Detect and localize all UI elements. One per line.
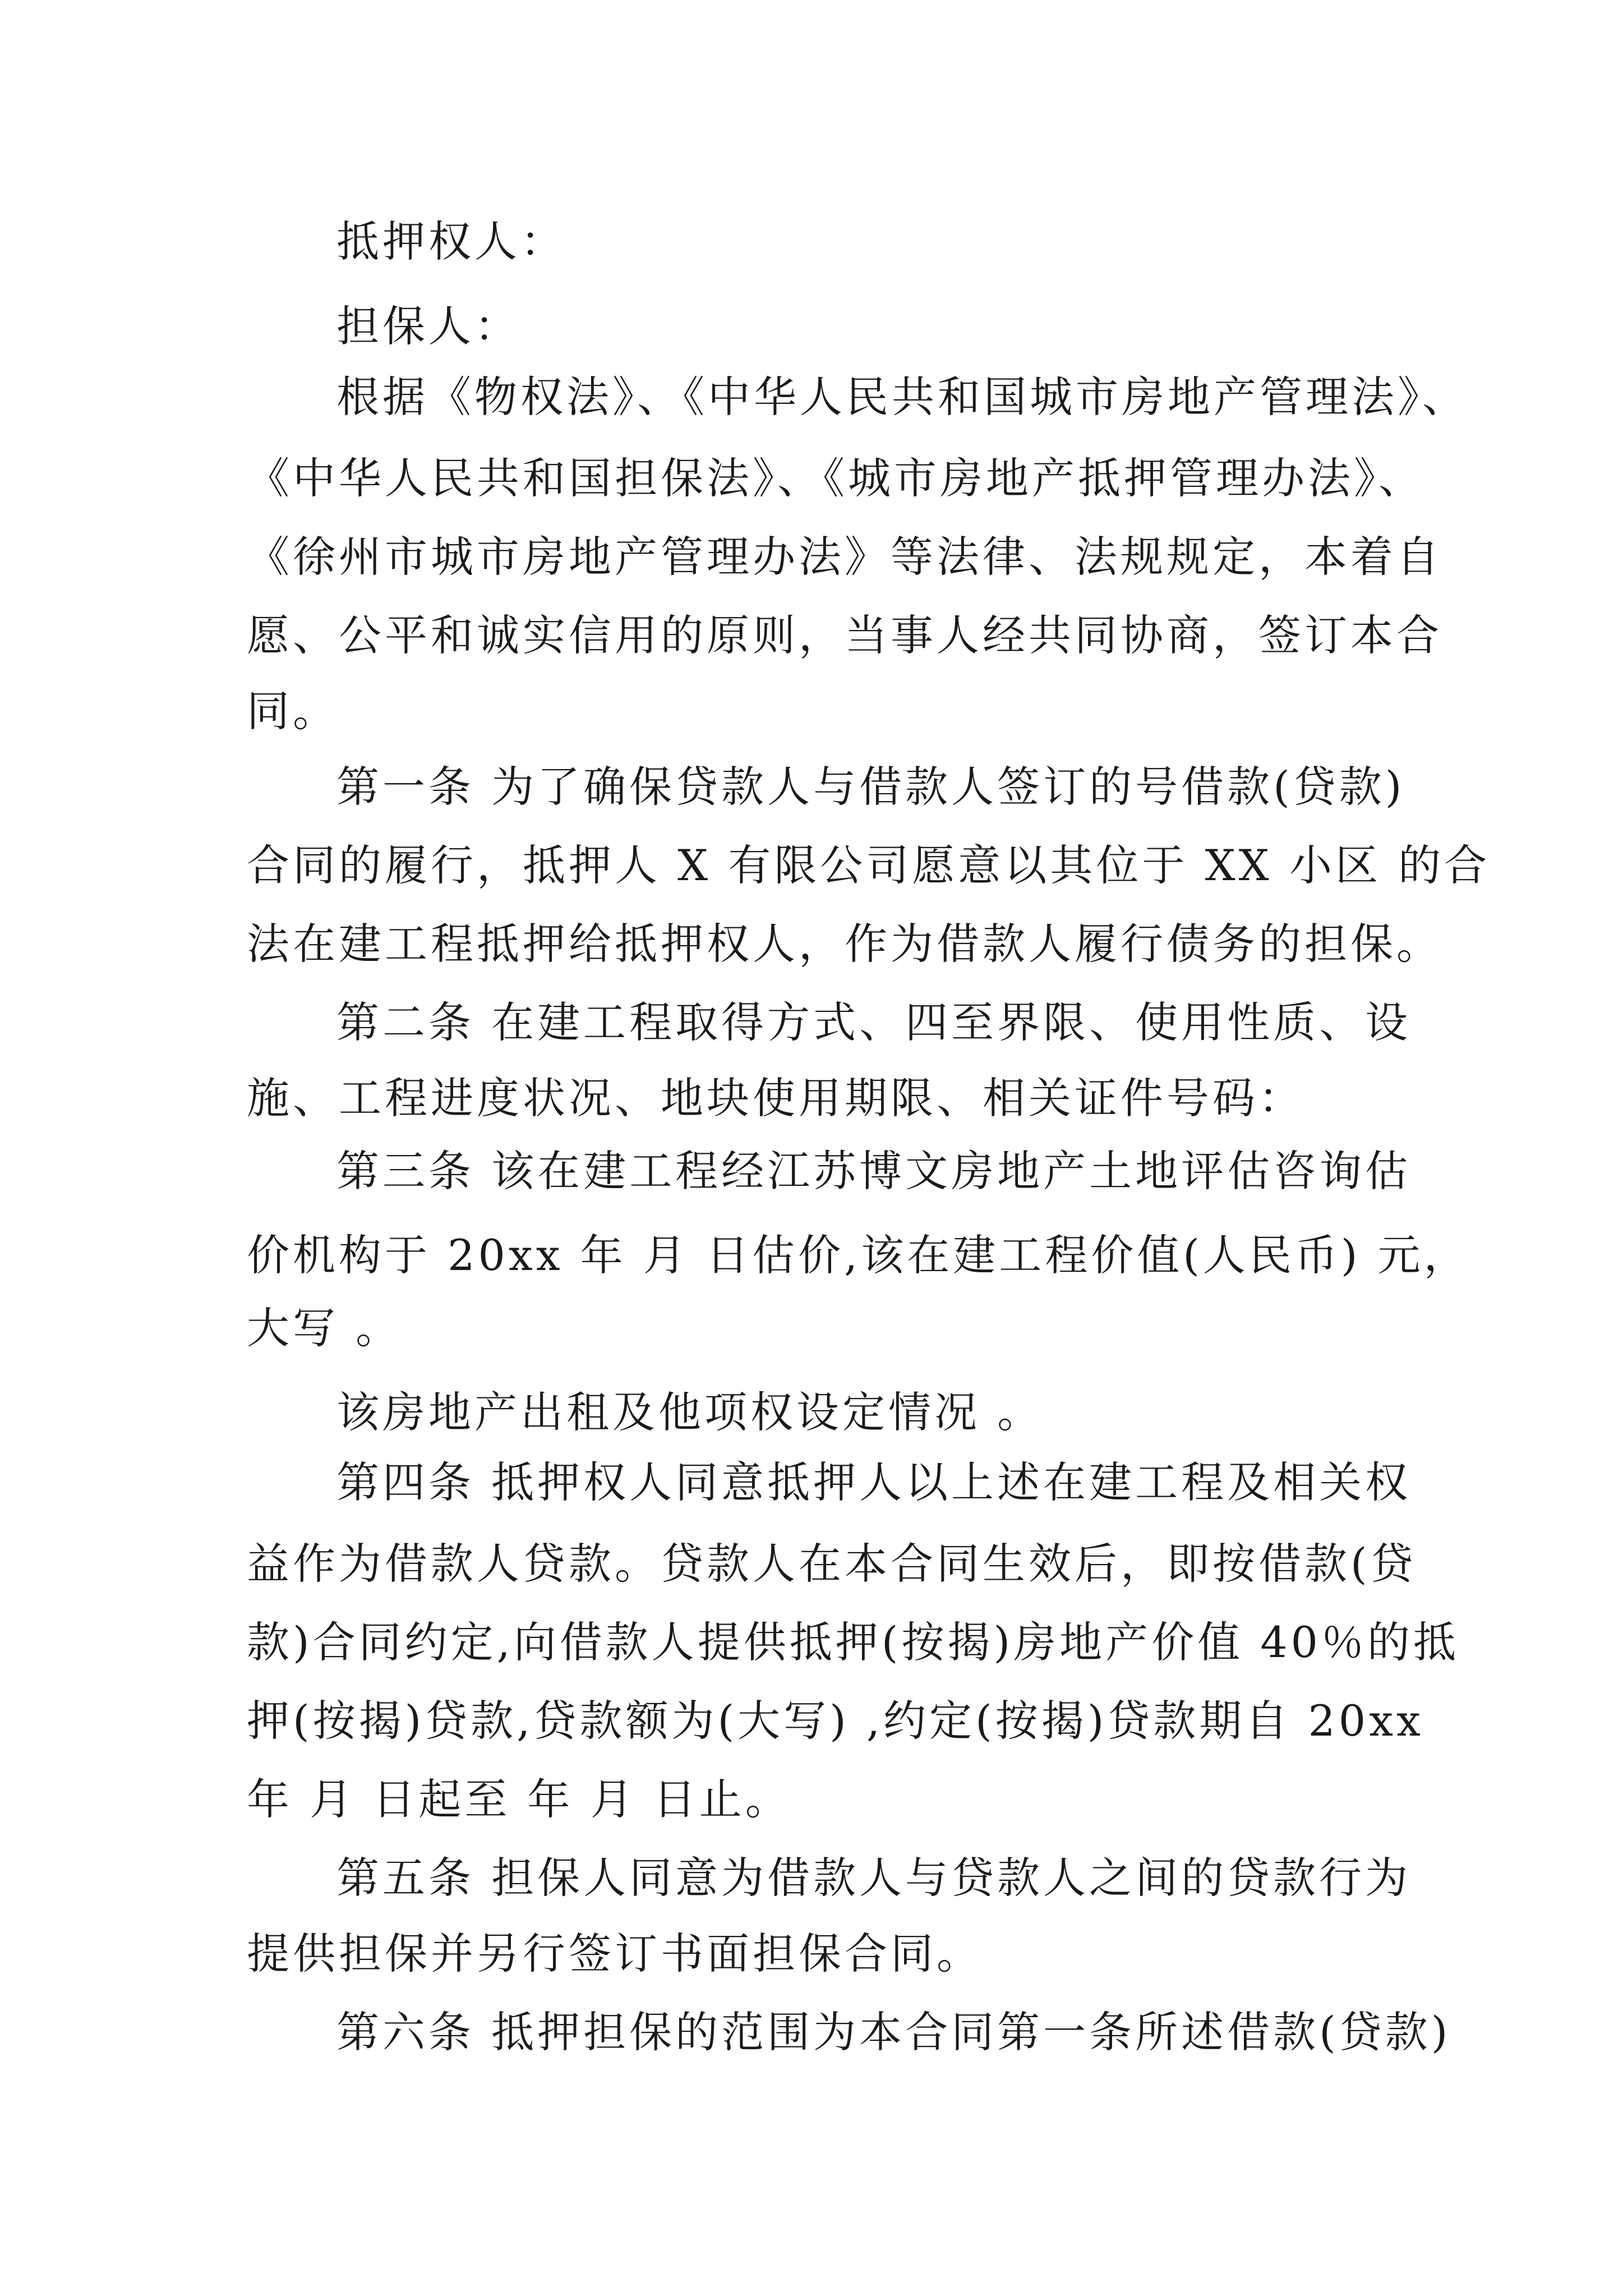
line-article-2-a: 第二条 在建工程取得方式、四至界限、使用性质、设 [336,997,1412,1047]
line-article-3-b: 价机构于 20xx 年 月 日估价,该在建工程价值(人民币) 元， [247,1230,1470,1280]
line-preamble-1: 根据《物权法》、《中华人民共和国城市房地产管理法》、 [336,372,1468,422]
line-article-6-a: 第六条 抵押担保的范围为本合同第一条所述借款(贷款) [336,2007,1451,2057]
line-article-4-b: 益作为借款人贷款。贷款人在本合同生效后，即按借款(贷 [247,1539,1417,1589]
line-article-5-b: 提供担保并另行签订书面担保合同。 [247,1929,983,1978]
line-preamble-3: 《徐州市城市房地产管理办法》等法律、法规规定，本着自 [247,532,1442,582]
line-preamble-4: 愿、公平和诚实信用的原则，当事人经共同协商，签订本合 [247,610,1442,660]
line-lease-status: 该房地产出租及他项权设定情况 。 [336,1387,1044,1437]
line-article-5-a: 第五条 担保人同意为借款人与贷款人之间的贷款行为 [336,1853,1412,1903]
line-preamble-2: 《中华人民共和国担保法》、《城市房地产抵押管理办法》、 [247,453,1424,503]
line-article-4-a: 第四条 抵押权人同意抵押人以上述在建工程及相关权 [336,1457,1412,1507]
line-article-3-a: 第三条 该在建工程经江苏博文房地产土地评估咨询估 [336,1146,1412,1196]
line-preamble-5: 同。 [247,686,339,736]
line-article-1-a: 第一条 为了确保贷款人与借款人签订的号借款(贷款) [336,762,1405,812]
line-article-3-c: 大写 。 [247,1303,402,1353]
line-article-4-c: 款)合同约定,向借款人提供抵押(按揭)房地产价值 40％的抵 [247,1617,1459,1667]
line-article-2-b: 施、工程进度状况、地块使用期限、相关证件号码： [247,1073,1304,1123]
line-mortgagee: 抵押权人： [336,217,566,266]
line-guarantor: 担保人： [336,301,520,351]
line-article-1-c: 法在建工程抵押给抵押权人，作为借款人履行债务的担保。 [247,919,1442,969]
line-article-1-b: 合同的履行，抵押人 X 有限公司愿意以其位于 XX 小区 的合 [247,840,1491,890]
line-article-4-e: 年 月 日起至 年 月 日止。 [247,1774,791,1824]
line-article-4-d: 押(按揭)贷款,贷款额为(大写) ,约定(按揭)贷款期自 20xx [247,1696,1424,1746]
